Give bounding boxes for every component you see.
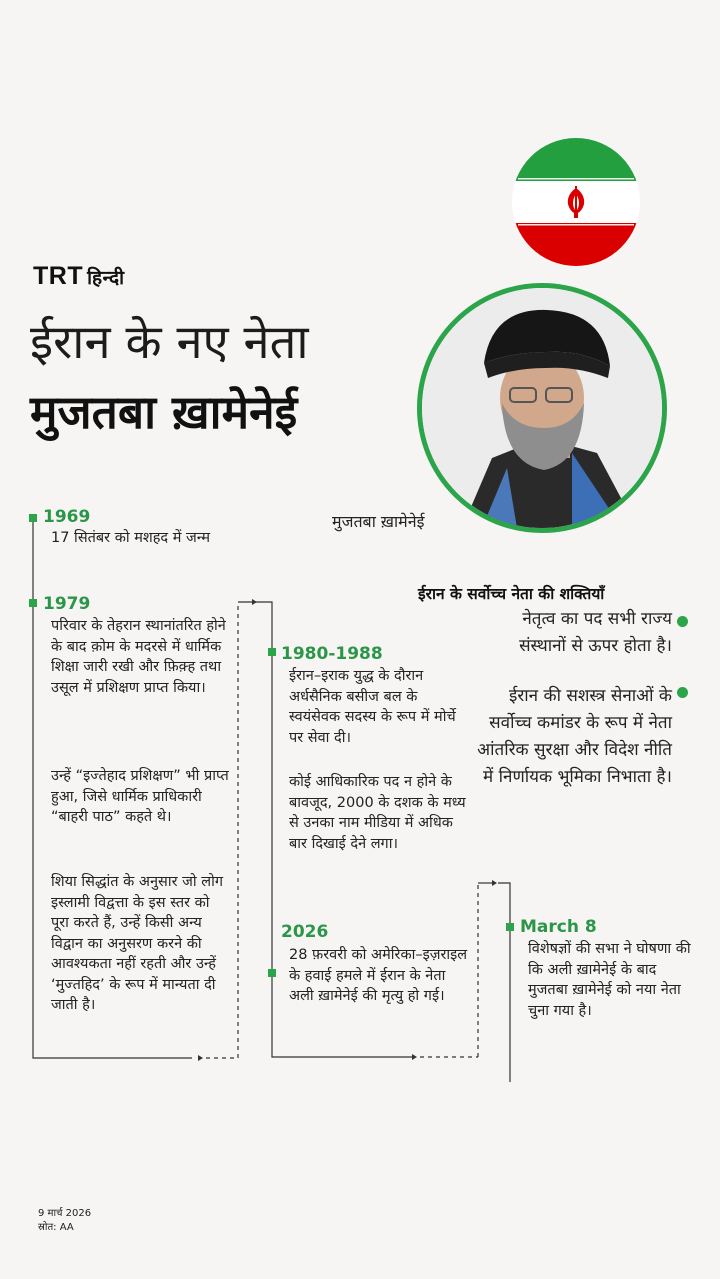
timeline-marker <box>268 969 276 977</box>
timeline-marker <box>268 648 276 656</box>
bullet-dot <box>677 687 688 698</box>
portrait-caption: मुजतबा ख़ामेनेई <box>332 512 425 531</box>
page-title-line1: ईरान के नए नेता <box>30 315 309 370</box>
timeline-year-1969: 1969 <box>43 507 91 527</box>
timeline-year-1979: 1979 <box>43 594 91 614</box>
footer-date: 9 मार्च 2026 <box>38 1208 92 1219</box>
timeline-text-2026: 28 फ़रवरी को अमेरिका–इज़राइल के हवाई हमले में ईरान के नेता अली ख़ामेनेई की मृत्यु हो गई। <box>289 947 468 1004</box>
bullet-dot <box>677 616 688 627</box>
timeline-year-1980-1988: 1980-1988 <box>281 644 383 664</box>
timeline-marker <box>506 923 514 931</box>
brand-name: TRT <box>33 262 84 290</box>
timeline-year-2026: 2026 <box>281 922 329 942</box>
timeline-marker <box>29 599 37 607</box>
timeline-text-1979-b: उन्हें “इज्तेहाद प्रशिक्षण” भी प्राप्त हुआ, जिसे धार्मिक प्राधिकारी “बाहरी पाठ” कहते थे। <box>51 768 229 825</box>
timeline-text-1969: 17 सितंबर को मशहद में जन्म <box>51 530 211 546</box>
timeline-year-march8: March 8 <box>520 917 597 937</box>
timeline-marker <box>29 514 37 522</box>
powers-heading: ईरान के सर्वोच्च नेता की शक्तियाँ <box>418 585 605 603</box>
timeline-text-1979-a: परिवार के तेहरान स्थानांतरित होने के बाद क़ोम के मदरसे में धार्मिक शिक्षा जारी रखी और फ़िक़्ह तथा उसूल में प्रशिक्षण प्राप्त किया। <box>51 618 226 696</box>
power-item-1: नेतृत्व का पद सभी राज्य संस्थानों से ऊपर होता है। <box>519 609 672 656</box>
brand-sub: हिन्दी <box>87 267 125 289</box>
timeline-text-march8: विशेषज्ञों की सभा ने घोषणा की कि अली ख़ामेनेई के बाद मुजतबा ख़ामेनेई को नया नेता चुना गया है। <box>528 941 691 1019</box>
page-title-line2: मुजतबा ख़ामेनेई <box>30 385 298 439</box>
timeline-text-1980-a: ईरान–इराक युद्ध के दौरान अर्धसैनिक बसीज बल के स्वयंसेवक सदस्य के रूप में मोर्चे पर सेवा दी। <box>289 668 456 746</box>
footer-source: स्रोत: AA <box>38 1222 74 1233</box>
timeline-text-1980-b: कोई आधिकारिक पद न होने के बावजूद, 2000 के दशक के मध्य से उनका नाम मीडिया में अधिक बार दिखाई देने लगा। <box>289 774 466 852</box>
power-item-2: ईरान की सशस्त्र सेनाओं के सर्वोच्च कमांडर के रूप में नेता आंतरिक सुरक्षा और विदेश नीति में निर्णायक भूमिका निभाता है। <box>477 686 672 787</box>
timeline-text-1979-c: शिया सिद्धांत के अनुसार जो लोग इस्लामी विद्वत्ता के इस स्तर को पूरा करते हैं, उन्हें किसी अन्य विद्वान का अनुसरण करने की आवश्यकता नहीं रहती और उन्हें ‘मुज्तहिद’ के रूप में मान्यता दी जाती है। <box>51 874 224 1013</box>
